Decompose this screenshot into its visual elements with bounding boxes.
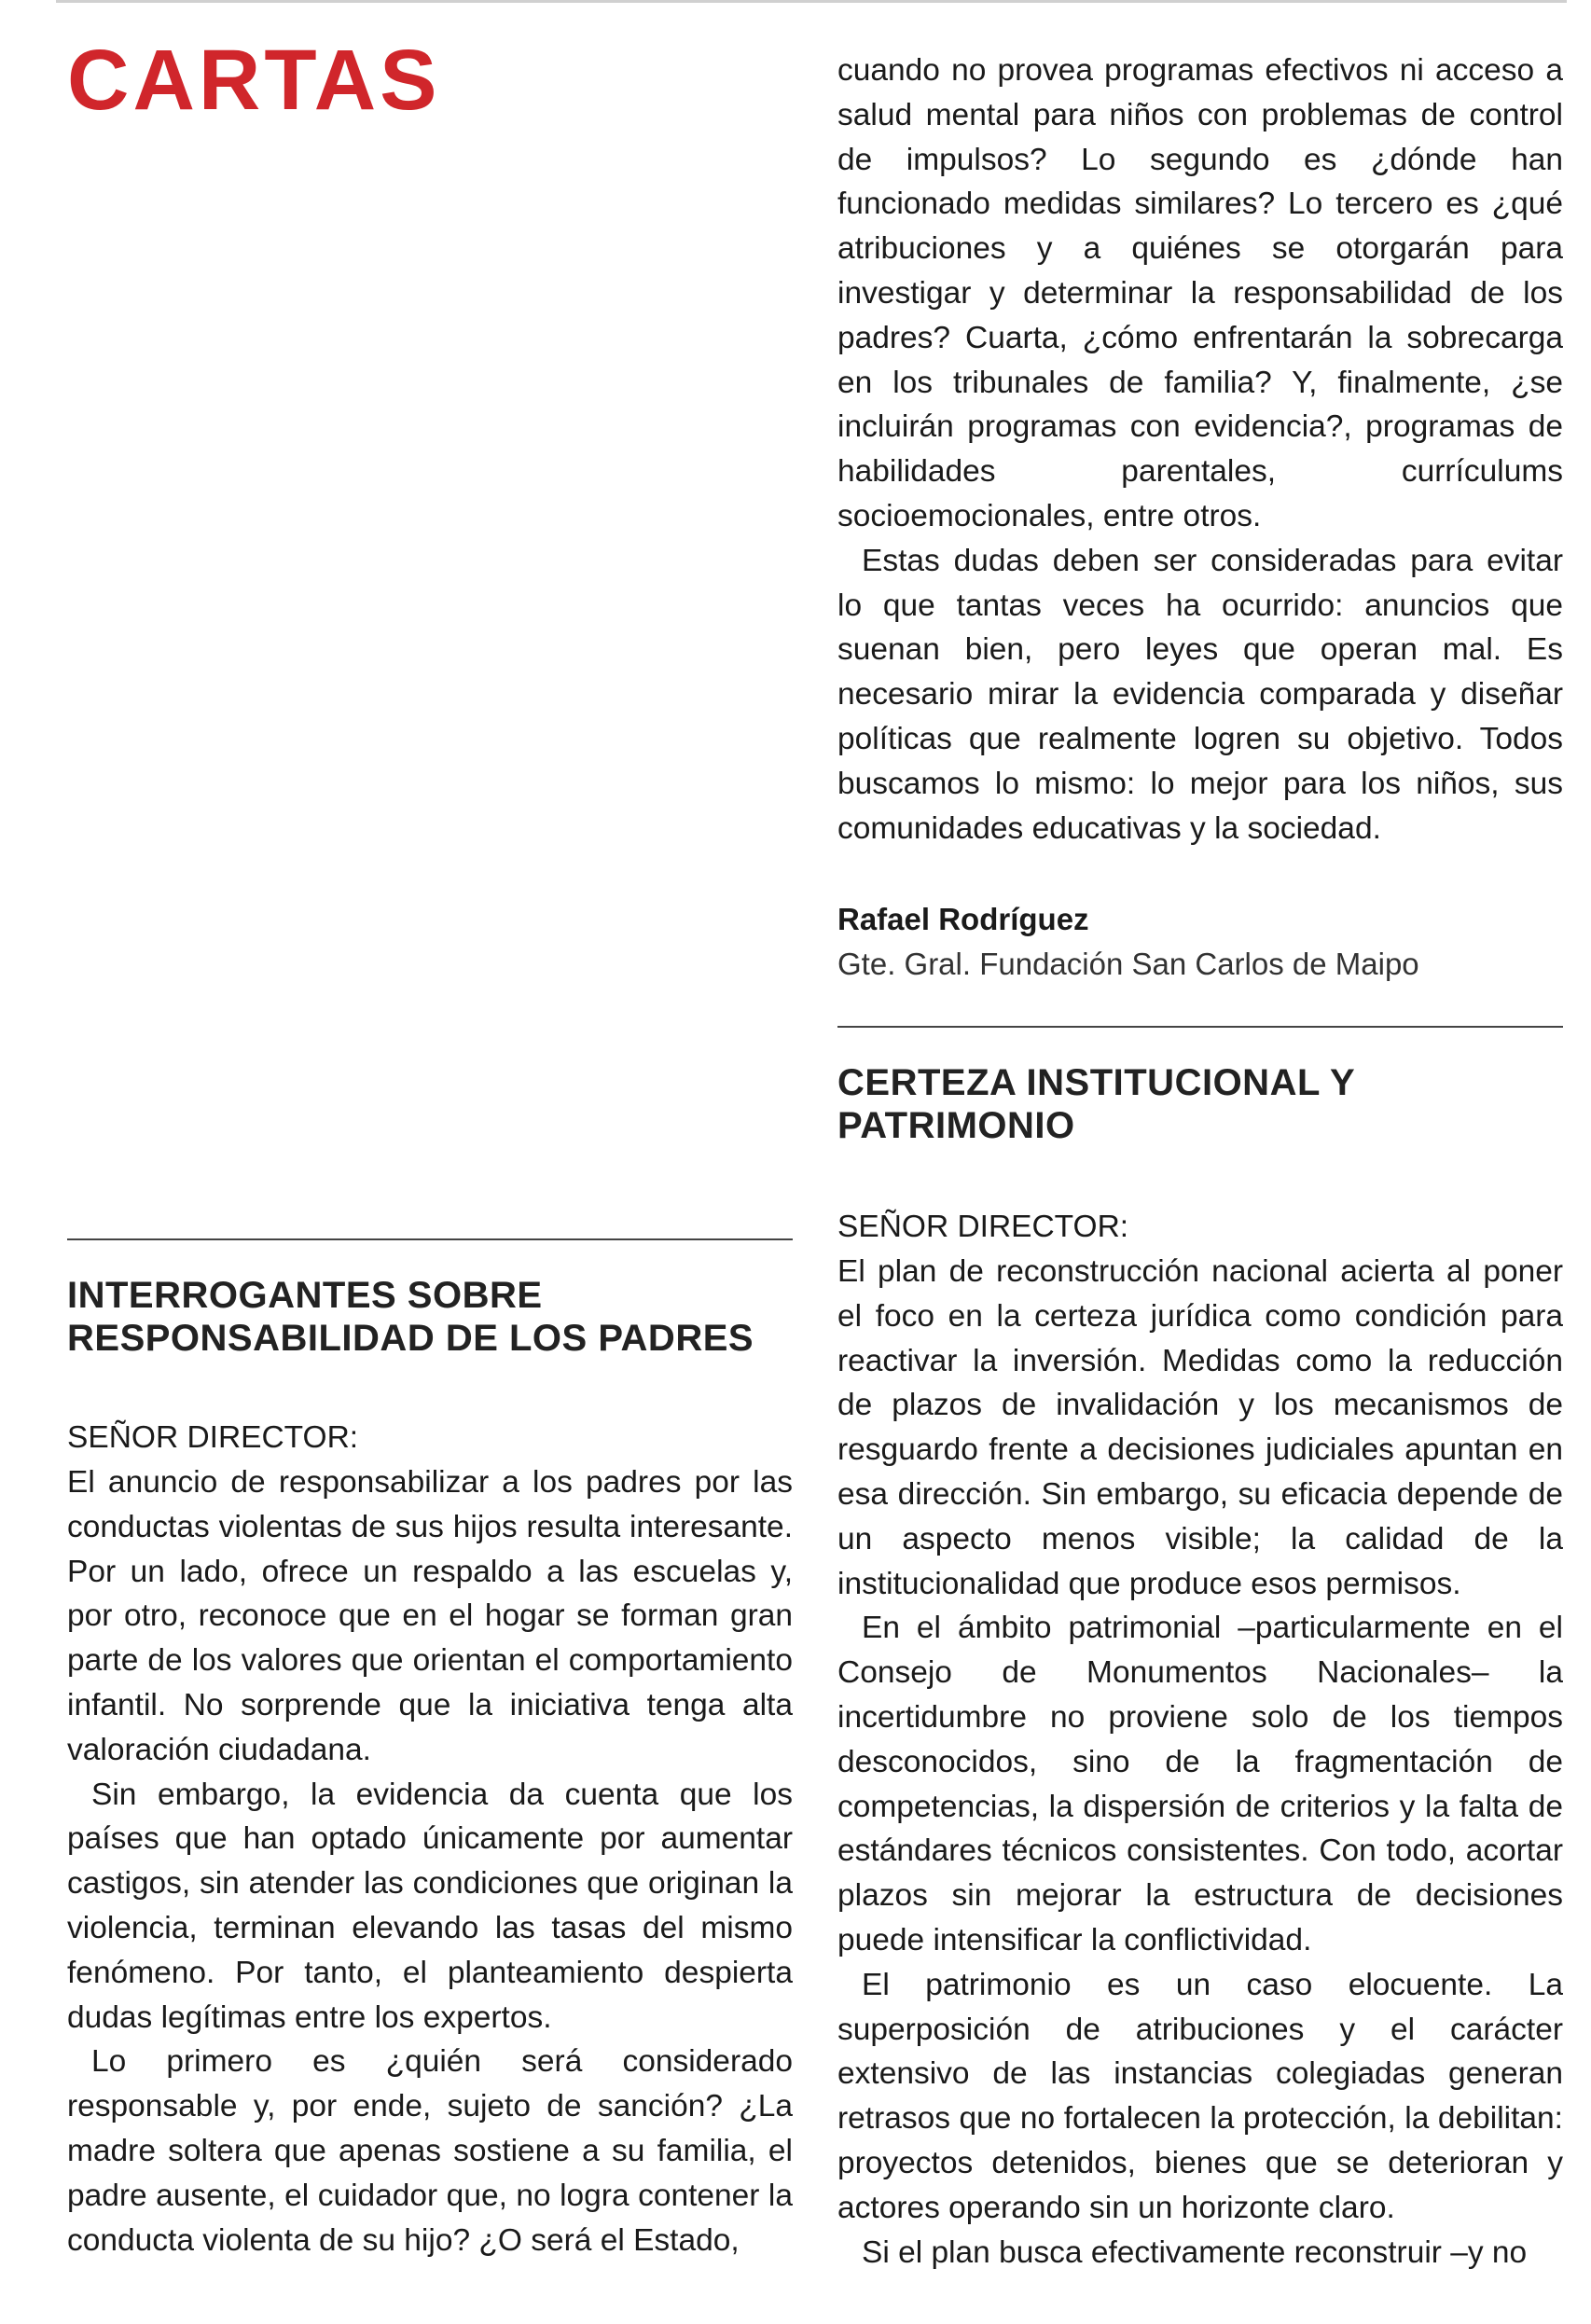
letter1-author-title: Gte. Gral. Fundación San Carlos de Maipo [837, 947, 1419, 981]
letter2-paragraph: El plan de reconstrucción nacional acierta al poner el foco en la certeza jurídica como condición para reactivar la inversión. Medidas como la reducción de plazos de invalidación y los mecanismos de resguardo frente a decisiones judiciales apuntan en esa dirección. Sin embargo, su eficacia depende de un aspecto menos visible; la calidad de la institucionalidad que produce esos permisos. [837, 1254, 1563, 1601]
letter1-paragraph: Sin embargo, la evidencia da cuenta que los países que han optado únicamente por aumentar castigos, sin atender las condiciones que originan la violencia, terminan elevando las tasas del mismo fenómeno. Por tanto, el planteamiento despierta dudas legítimas entre los expertos. [67, 1777, 793, 2035]
letter1-paragraph: Estas dudas deben ser consideradas para evitar lo que tantas veces ha ocurrido: anuncios que suenan bien, pero leyes que operan mal. Es necesario mirar la evidencia comparada y diseñar políticas que realmente logren su objetivo. Todos buscamos lo mismo: lo mejor para los niños, sus comunidades educativas y la sociedad. [837, 543, 1563, 846]
letter1-headline: INTERROGANTES SOBRE RESPONSABILIDAD DE LOS PADRES [67, 1275, 754, 1359]
letter2-paragraph: Si el plan busca efectivamente reconstruir –y no [862, 2234, 1528, 2270]
letter2-paragraph: El patrimonio es un caso elocuente. La superposición de atribuciones y el carácter extensivo de las instancias colegiadas generan retrasos que no fortalecen la protección, la debilitan: proyectos detenidos, bienes que se deterioran y actores operando sin un horizonte claro. [837, 1967, 1563, 2225]
letter2-headline: CERTEZA INSTITUCIONAL Y PATRIMONIO [837, 1062, 1355, 1146]
letter1-paragraph: El anuncio de responsabilizar a los padres por las conductas violentas de sus hijos resulta interesante. Por un lado, ofrece un respaldo a las escuelas y, por otro, reconoce que en el hogar se forman gran parte de los valores que orientan el comportamiento infantil. No sorprende que la iniciativa tenga alta valoración ciudadana. [67, 1465, 793, 1767]
letter2-salutation: SEÑOR DIRECTOR: [837, 1210, 1129, 1244]
top-rule [56, 0, 1567, 3]
letter2-paragraph: En el ámbito patrimonial –particularmente en el Consejo de Monumentos Nacionales– la incertidumbre no proviene solo de los tiempos desconocidos, sino de la fragmentación de competencias, la dispersión de criterios y la falta de estándares técnicos consistentes. Con todo, acortar plazos sin mejorar la estructura de decisiones puede intensificar la conflictividad. [837, 1611, 1563, 1957]
letter1-continuation [837, 48, 1563, 851]
letter2-body [837, 1250, 1563, 2275]
divider-rule [67, 1238, 793, 1240]
letter1-salutation: SEÑOR DIRECTOR: [67, 1420, 359, 1455]
letter1-body [67, 1460, 793, 2262]
letter1-paragraph: Lo primero es ¿quién será considerado responsable y, por ende, sujeto de sanción? ¿La madre soltera que apenas sostiene a su familia, el padre ausente, el cuidador que, no logra contener la conducta violenta de su hijo? ¿O será el Estado, [67, 2044, 793, 2258]
letter1-paragraph: cuando no provea programas efectivos ni acceso a salud mental para niños con problemas de control de impulsos? Lo segundo es ¿dónde han funcionado medidas similares? Lo tercero es ¿qué atribuciones y a quiénes se otorgarán para investigar y determinar la responsabilidad de los padres? Cuarta, ¿cómo enfrentarán la sobrecarga en los tribunales de familia? Y, finalmente, ¿se incluirán programas con evidencia?, programas de habilidades parentales, currículums socioemocionales, entre otros. [837, 53, 1563, 533]
divider-rule [837, 1026, 1563, 1028]
letter1-author: Rafael Rodríguez [837, 902, 1089, 936]
section-title: CARTAS [67, 33, 441, 128]
